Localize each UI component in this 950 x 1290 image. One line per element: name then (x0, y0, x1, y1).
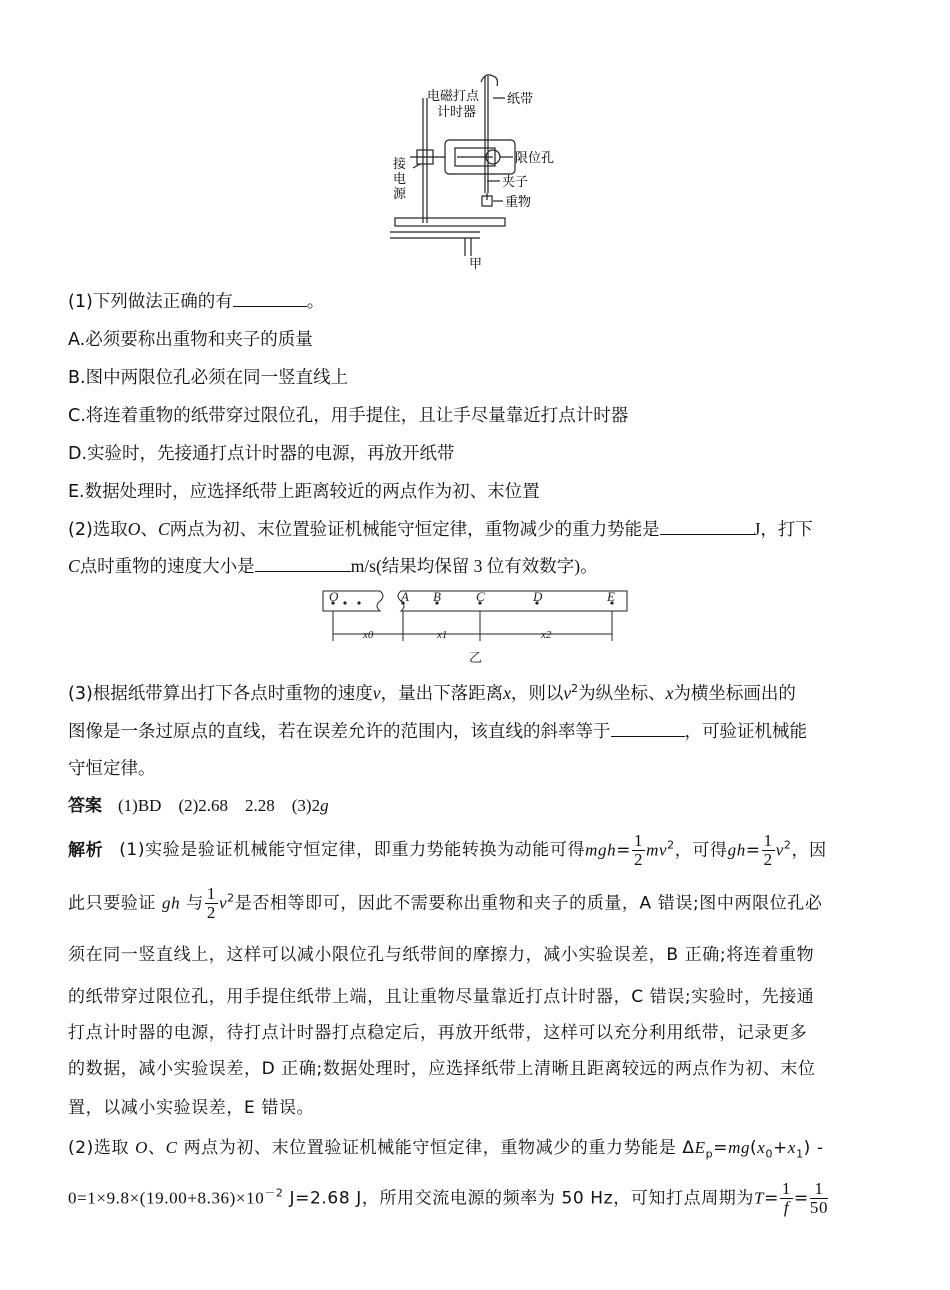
analysis-l2a: 此只要验证 (68, 893, 156, 914)
analysis-p2b: 两点为初、末位置验证机械能守恒定律，重物减少的重力势能是 Δ (183, 1138, 695, 1158)
q3-line-1 (68, 680, 796, 705)
analysis-p2d: ( (750, 1138, 758, 1158)
analysis-p-sub: p (705, 1147, 714, 1161)
tape-point-a: A (401, 589, 409, 604)
q2-p3: 点时重物的速度大小是 (79, 557, 255, 577)
analysis-v: v (775, 840, 784, 860)
analysis-eq-2: = (745, 840, 761, 861)
analysis-line-2 (68, 885, 822, 922)
tape-seg-x0: x0 (363, 629, 374, 641)
label-power-2: 电 (393, 172, 407, 187)
frac-num-4: 1 (781, 1179, 792, 1198)
figure-apparatus (385, 68, 575, 273)
analysis-p2e: ) - (803, 1138, 824, 1158)
q2-point-c-2: C (68, 556, 80, 576)
q2-p2: 两点为初、末位置验证机械能守恒定律，重物减少的重力势能是 (169, 520, 660, 540)
tape-point-b: B (433, 589, 441, 604)
analysis-l2b: 与 (186, 893, 204, 914)
label-weight: 重物 (505, 195, 532, 210)
analysis-line-6: 的数据，减小实验误差，D 正确;数据处理时，应选择纸带上清晰且距离较远的两点作为初、末位 (68, 1059, 816, 1079)
analysis-sq-3: 2 (227, 891, 235, 905)
analysis-sq-2: 2 (783, 838, 792, 852)
analysis-mg: mg (728, 1138, 751, 1157)
q3-x2: x (665, 683, 674, 703)
analysis-line-9 (68, 1180, 829, 1217)
q1-stem-text: (1)下列做法正确的有 (68, 292, 233, 312)
q2-blank-energy[interactable] (660, 533, 754, 535)
q3-p5: 为横坐标画出的 (673, 684, 796, 704)
analysis-line-7: 置，以减小实验误差，E 错误。 (68, 1098, 315, 1118)
q1-option-e: E.数据处理时，应选择纸带上距离较近的两点作为初、末位置 (68, 482, 540, 502)
frac-num-2: 1 (763, 831, 773, 850)
analysis-line-4: 的纸带穿过限位孔，用手提住纸带上端，且让重物尽量靠近打点计时器，C 错误;实验时，先接通 (68, 987, 815, 1007)
q3-line-3: 守恒定律。 (68, 759, 156, 779)
frac-den-1: 2 (634, 849, 644, 869)
q2-unit2: m/s(结果均保留 3 位有效数字)。 (350, 556, 598, 576)
q3-p4: 为纵坐标、 (578, 684, 666, 704)
q2-blank-speed[interactable] (255, 570, 351, 572)
analysis-p2c: = (713, 1138, 729, 1158)
fraction-one-over-50 (810, 1180, 828, 1217)
analysis-line-1 (68, 832, 827, 869)
figure-tape (315, 586, 635, 666)
label-power-1: 接 (393, 157, 407, 172)
analysis-line-5: 打点计时器的电源，待打点计时器打点稳定后，再放开纸带，这样可以充分利用纸带，记录更多 (68, 1023, 808, 1043)
analysis-line-3: 须在同一竖直线上，这样可以减小限位孔与纸带间的摩擦力，减小实验误差，B 正确;将连着重物 (68, 945, 815, 965)
answer-text: (1)BD (2)2.68 2.28 (3)2 (118, 796, 321, 815)
q3-line-2 (68, 718, 807, 743)
analysis-l9b: J=2.68 J，所用交流电源的频率为 50 Hz，可知打点周期为 (283, 1188, 754, 1209)
frac-num-5: 1 (810, 1180, 828, 1199)
label-limit-hole: 限位孔 (515, 151, 555, 166)
q3-p3: ，则以 (510, 684, 564, 704)
q2-unit1: J，打下 (753, 519, 813, 539)
frac-den-50: 50 (809, 1197, 829, 1217)
analysis-o: O (135, 1138, 148, 1157)
analysis-l1b: ，可得 (674, 840, 728, 861)
frac-den-2: 2 (763, 849, 773, 869)
frac-den-f: f (783, 1197, 790, 1217)
analysis-plus: + (773, 1138, 788, 1158)
answer-label: 答案 (68, 796, 102, 816)
analysis-l1c: ，因 (791, 840, 827, 861)
analysis-line-8 (68, 1133, 824, 1160)
analysis-mv: mv (646, 840, 668, 860)
analysis-c: C (165, 1138, 178, 1157)
q2-point-c: C (157, 519, 170, 539)
fraction-half-1 (632, 832, 645, 869)
label-timer: 电磁打点 (427, 89, 480, 104)
q1-option-a: A.必须要称出重物和夹子的质量 (68, 330, 313, 350)
q3-blank[interactable] (611, 735, 685, 737)
analysis-gh-2: gh (162, 893, 181, 913)
analysis-l9a: 0=1×9.8×(19.00+8.36)×10 (68, 1188, 265, 1208)
analysis-eq-4: = (794, 1188, 809, 1209)
q1-option-c: C.将连着重物的纸带穿过限位孔，用手提住，且让手尽量靠近打点计时器 (68, 406, 629, 426)
frac-den-3: 2 (206, 902, 216, 922)
q2-line-1 (68, 516, 813, 541)
answer-g: g (320, 796, 329, 815)
tape-seg-x1: x1 (437, 629, 448, 641)
q2-sep: 、 (140, 520, 158, 540)
analysis-t: T (754, 1188, 765, 1208)
label-timer2: 计时器 (437, 105, 477, 120)
analysis-e: E (694, 1138, 706, 1157)
q2-point-o: O (127, 519, 141, 539)
figure-caption-jia: 甲 (469, 257, 483, 272)
label-clip: 夹子 (502, 175, 529, 190)
tape-point-e: E (607, 589, 615, 604)
analysis-x1: x (787, 1138, 797, 1157)
analysis-eq-3: = (764, 1188, 779, 1209)
analysis-sep: 、 (148, 1138, 166, 1158)
fraction-one-over-f (780, 1180, 793, 1217)
tape-seg-x2: x2 (541, 629, 552, 641)
analysis-label: 解析 (68, 840, 104, 861)
frac-num-3: 1 (206, 884, 216, 903)
q1-end: 。 (306, 292, 325, 312)
analysis-s1: 1 (796, 1147, 804, 1161)
analysis-eq: = (616, 840, 632, 861)
q3-p1: (3)根据纸带算出打下各点时重物的速度 (68, 684, 373, 704)
q2-p1: (2)选取 (68, 520, 128, 540)
fraction-half-3 (205, 885, 218, 922)
analysis-s0: 0 (765, 1147, 774, 1161)
q3-line2b: ，可验证机械能 (684, 722, 807, 742)
answer (68, 791, 329, 816)
q1-blank[interactable] (233, 305, 307, 307)
label-power-3: 源 (393, 187, 407, 202)
q3-line2a: 图像是一条过原点的直线，若在误差允许的范围内，该直线的斜率等于 (68, 722, 611, 742)
analysis-l1a: (1)实验是验证机械能守恒定律，即重力势能转换为动能可得 (119, 840, 586, 861)
analysis-l2c: 是否相等即可，因此不需要称出重物和夹子的质量，A 错误;图中两限位孔必 (234, 893, 823, 914)
frac-num-1: 1 (634, 831, 644, 850)
tape-point-c: C (476, 589, 485, 604)
q3-sq: 2 (571, 682, 579, 696)
figure-caption-yi: 乙 (469, 651, 483, 666)
tape-point-o: O (329, 589, 339, 604)
q3-p2: ，量出下落距离 (380, 684, 504, 704)
q3-v: v (372, 683, 381, 703)
analysis-sq-1: 2 (667, 838, 675, 852)
analysis-p2a: (2)选取 (68, 1138, 130, 1158)
q1-option-b: B.图中两限位孔必须在同一竖直线上 (68, 368, 349, 388)
q1-stem (68, 288, 324, 313)
analysis-gh: gh (727, 840, 746, 860)
analysis-exp: －2 (264, 1186, 284, 1200)
q3-x: x (503, 683, 511, 703)
label-tape: 纸带 (507, 92, 534, 107)
q2-line-2 (68, 553, 598, 578)
q3-v2: v (563, 683, 572, 703)
fraction-half-2 (762, 832, 775, 869)
tape-point-d: D (533, 589, 543, 604)
analysis-x0: x (757, 1138, 766, 1157)
analysis-mgh: mgh (585, 840, 617, 860)
analysis-v-2: v (218, 893, 228, 913)
q1-option-d: D.实验时，先接通打点计时器的电源，再放开纸带 (68, 444, 455, 464)
